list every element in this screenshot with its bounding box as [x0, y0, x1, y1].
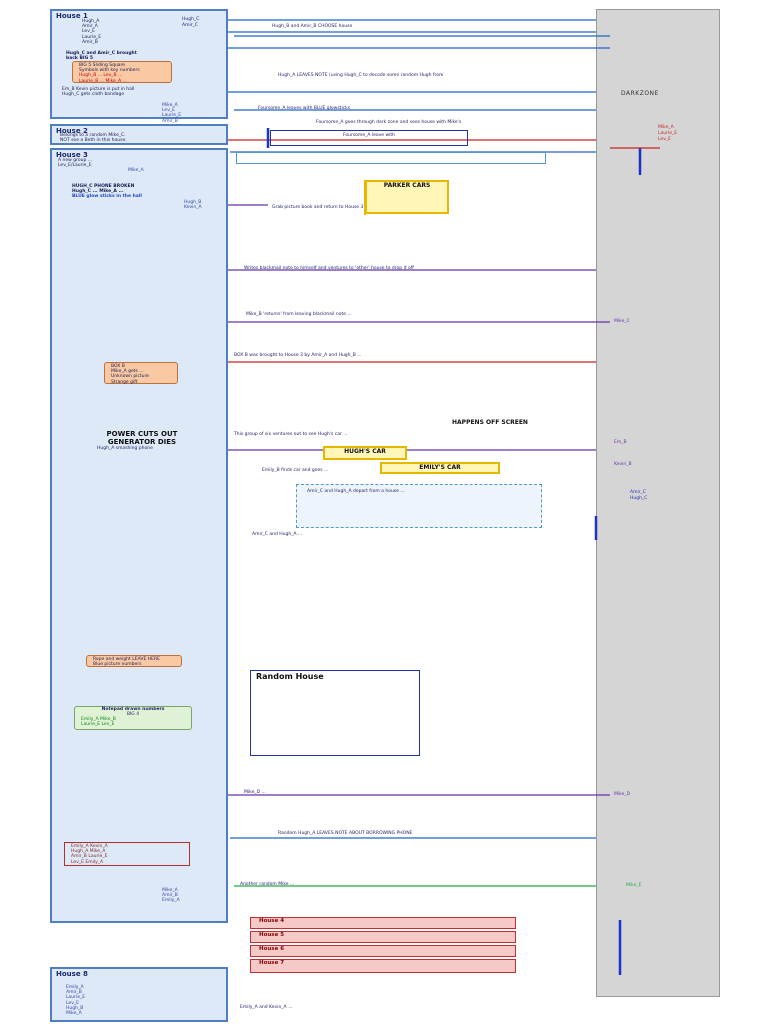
foursome-text: Foursome_A leave with: [342, 133, 396, 138]
notepad-title: Notepad drawn numbers: [101, 707, 165, 712]
note-box-b: BOX B was brought to House 3 by Amir_A and Hugh_B ...: [234, 353, 362, 358]
parker-cars-title: PARKER CARS: [383, 182, 431, 189]
house-2-label: House 2: [56, 127, 88, 135]
note-line: Mike_A gets ...: [111, 369, 144, 375]
right-name: Lev_E: [658, 137, 671, 142]
note-line: Hugh_A Mike_A: [71, 849, 106, 855]
note-line: Blue picture numbers: [93, 662, 142, 668]
house-7-title: House 7: [259, 960, 285, 966]
list-item: Lev_E: [66, 1000, 79, 1006]
list-item: Amir_B: [162, 893, 178, 899]
note-line: back BIG 5: [66, 56, 93, 62]
list-item: Mike_A: [162, 888, 178, 893]
note-glowsticks: Foursome_A leaves with BLUE glowsticks: [258, 106, 351, 111]
house-1-label: House 1: [56, 12, 88, 20]
random-house-box: [250, 670, 420, 756]
house-6-title: House 6: [259, 946, 285, 952]
list-item: Amir_B: [66, 990, 82, 996]
note-emily-car: Emily_B finds car and goes ...: [262, 468, 329, 473]
note-line: Strange gift: [111, 379, 138, 385]
list-item: Emily_A: [162, 898, 180, 904]
list-item: Amir_A: [82, 24, 98, 30]
note-line: BIG 5 Sliding Square: [79, 63, 126, 68]
house-4-box: [250, 917, 516, 929]
note-random-mike: Another random Mike ...: [240, 882, 295, 887]
right-name: Amir_C: [630, 490, 646, 495]
note-line: Hugh_C and Amir_C brought: [66, 51, 137, 56]
note-line: Laurie_E Lev_E: [81, 722, 115, 728]
generator-note: GENERATOR DIES: [107, 438, 177, 446]
note-line: Laurie_B ... Mike_A ...: [79, 78, 127, 84]
notepad-sub: BIG 4: [126, 712, 140, 717]
dashed-note-box: [296, 484, 542, 528]
right-name: Mike_A: [658, 125, 674, 130]
note-line: Emily_A Mike_B: [81, 717, 116, 722]
list-item: Mike_A: [162, 103, 178, 108]
right-name: Hugh_C: [630, 496, 648, 501]
house-7-box: [250, 959, 516, 973]
list-item: Kevin_A: [184, 205, 202, 211]
list-item: A new group ...: [58, 158, 93, 163]
list-item: Mike_A: [128, 168, 144, 174]
note-line: Hugh_C gets cloth bandage: [62, 92, 125, 98]
note-blackmail: Writes blackmail note to himself and ventures to 'other' house to drop it off: [244, 266, 414, 271]
right-name: Kevin_B: [614, 462, 632, 467]
house-1-right-1: Hugh_C: [182, 17, 200, 22]
list-item: Lev_E: [162, 108, 175, 114]
note-line: Hugh_C ... Mike_A ...: [72, 189, 124, 195]
hughs-car-box: [323, 446, 407, 460]
house-3-label: House 3: [56, 151, 88, 159]
power-cut-note: POWER CUTS OUT: [106, 430, 178, 438]
list-item: Hugh_A: [82, 19, 100, 24]
note-leaves-note: Hugh_A LEAVES NOTE (using Hugh_C to decode some random Hugh from: [278, 73, 444, 78]
smashing-note: Hugh_A smashing phone: [97, 446, 153, 451]
note-line: Em_B Kevin picture is put in hall: [62, 87, 135, 92]
note-line: Emily_A Kevin_A: [71, 844, 108, 849]
note-mike-d: Mike_D ...: [244, 790, 266, 795]
right-name: Laurie_E: [658, 131, 678, 136]
list-item: Lev_E/Laurie_E: [58, 163, 92, 169]
dashed-note-text: Amir_C and Hugh_A depart from a house ...: [307, 489, 405, 494]
happens-off-screen: HAPPENS OFF SCREEN: [452, 419, 528, 426]
note-borrow-phone: Random Hugh_A LEAVES NOTE ABOUT BORROWING PHONE: [278, 831, 413, 836]
house-5-box: [250, 931, 516, 943]
right-name: Em_B: [614, 440, 627, 445]
note-line: HUGH_C PHONE BROKEN: [72, 184, 135, 189]
hughs-car-title: HUGH'S CAR: [344, 448, 386, 455]
list-item: Laurie_E: [66, 995, 86, 1001]
parker-cars-box: [365, 180, 449, 214]
list-item: Mike_A: [66, 1011, 82, 1017]
emilys-car-box: [380, 462, 500, 474]
house-5-title: House 5: [259, 932, 285, 938]
note-amir-hugh: Amir_C and Hugh_A ...: [252, 532, 303, 537]
note-line: BLUE glow sticks in the hall: [72, 194, 142, 200]
right-name: Mike_E: [626, 883, 642, 888]
foursome-box: [270, 130, 468, 146]
note-line: Unknown picture: [111, 374, 150, 380]
note-line: Rope and weight LEAVE HERE: [93, 657, 160, 662]
note-line: Hugh_B ... Lev_B ...: [79, 73, 123, 79]
note-line: Amir_B Laurie_E: [71, 854, 108, 860]
list-item: Lev_E: [82, 29, 95, 35]
random-house-title: Random House: [256, 672, 324, 681]
emilys-car-title: EMILY'S CAR: [419, 464, 461, 471]
note-darkzone-walk: Foursome_A goes through dark zone and sees house with Mike's: [316, 120, 462, 125]
house-8-label: House 8: [56, 970, 88, 978]
list-item: Laurie_E: [82, 34, 102, 40]
right-name: Mike_C: [614, 319, 630, 324]
list-item: Amir_B: [162, 118, 178, 124]
list-item: Emily_A: [66, 985, 84, 990]
house-1-right-2: Amir_C: [182, 23, 198, 28]
note-six-group: This group of six ventures out to see Hugh's car ...: [234, 432, 348, 437]
note-line: Belongs to a random Mike_C.: [60, 133, 126, 138]
note-emily-kevin: Emily_A and Kevin_A ...: [240, 1005, 293, 1010]
darkzone-label: DARKZONE: [621, 90, 659, 97]
note-choose-house: Hugh_B and Amir_B CHOOSE house: [272, 24, 353, 29]
list-item: Hugh_B: [66, 1005, 84, 1011]
note-line: Lev_E Emily_A: [71, 859, 104, 865]
house-4-title: House 4: [259, 918, 285, 924]
note-line: BOX B: [111, 364, 125, 369]
list-item: Laurie_E: [162, 113, 182, 119]
list-item: Hugh_B: [184, 200, 202, 205]
list-item: Amir_B: [82, 39, 98, 45]
right-name: Mike_D: [614, 792, 631, 797]
note-line: NOT see a Beth in this house.: [60, 138, 127, 144]
picture-note-box: [236, 152, 546, 164]
note-line: Symbols with key numbers: [79, 68, 140, 74]
house-6-box: [250, 945, 516, 957]
note-grab-picture: Grab picture book and return to House 3: [272, 205, 364, 210]
note-mike-returns: Mike_B 'returns' from leaving blackmail note ...: [246, 312, 352, 317]
